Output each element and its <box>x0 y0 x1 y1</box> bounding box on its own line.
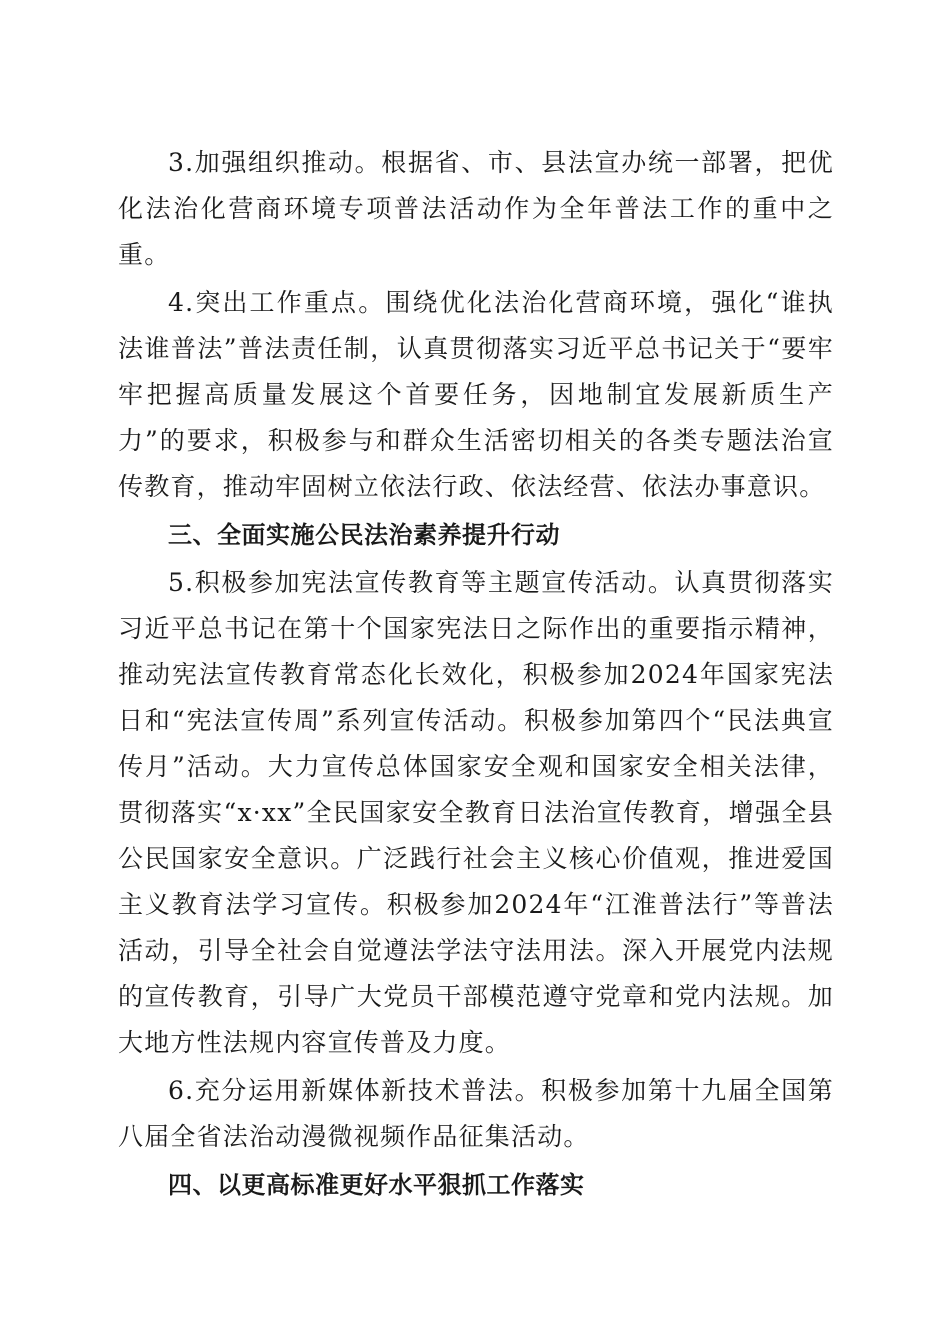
section-heading-3: 三、全面实施公民法治素养提升行动 <box>168 521 560 549</box>
section-heading-4: 四、以更高标准更好水平狠抓工作落实 <box>168 1171 585 1199</box>
document-body <box>118 140 834 1208</box>
paragraph-new-media: 6.充分运用新媒体新技术普法。积极参加第十九届全国第八届全省法治动漫微视频作品征集活动。 <box>118 1076 834 1151</box>
paragraph-key-work: 4.突出工作重点。围绕优化法治化营商环境，强化“谁执法谁普法”普法责任制，认真贯彻落实习近平总书记关于“要牢牢把握高质量发展这个首要任务，因地制宜发展新质生产力”的要求，积极参与和群众生活密切相关的各类专题法治宣传教育，推动牢固树立依法行政、依法经营、依法办事意识。 <box>118 288 834 501</box>
paragraph-organization: 3.加强组织推动。根据省、市、县法宣办统一部署，把优化法治化营商环境专项普法活动作为全年普法工作的重中之重。 <box>118 148 834 269</box>
paragraph-constitution: 5.积极参加宪法宣传教育等主题宣传活动。认真贯彻落实习近平总书记在第十个国家宪法日之际作出的重要指示精神，推动宪法宣传教育常态化长效化，积极参加2024年国家宪法日和“宪法宣传周”系列宣传活动。积极参加第四个“民法典宣传月”活动。大力宣传总体国家安全观和国家安全相关法律，贯彻落实“x·xx”全民国家安全教育日法治宣传教育，增强全县公民国家安全意识。广泛践行社会主义核心价值观，推进爱国主义教育法学习宣传。积极参加2024年“江淮普法行”等普法活动，引导全社会自觉遵法学法守法用法。深入开展党内法规的宣传教育，引导广大党员干部模范遵守党章和党内法规。加大地方性法规内容宣传普及力度。 <box>118 568 834 1057</box>
